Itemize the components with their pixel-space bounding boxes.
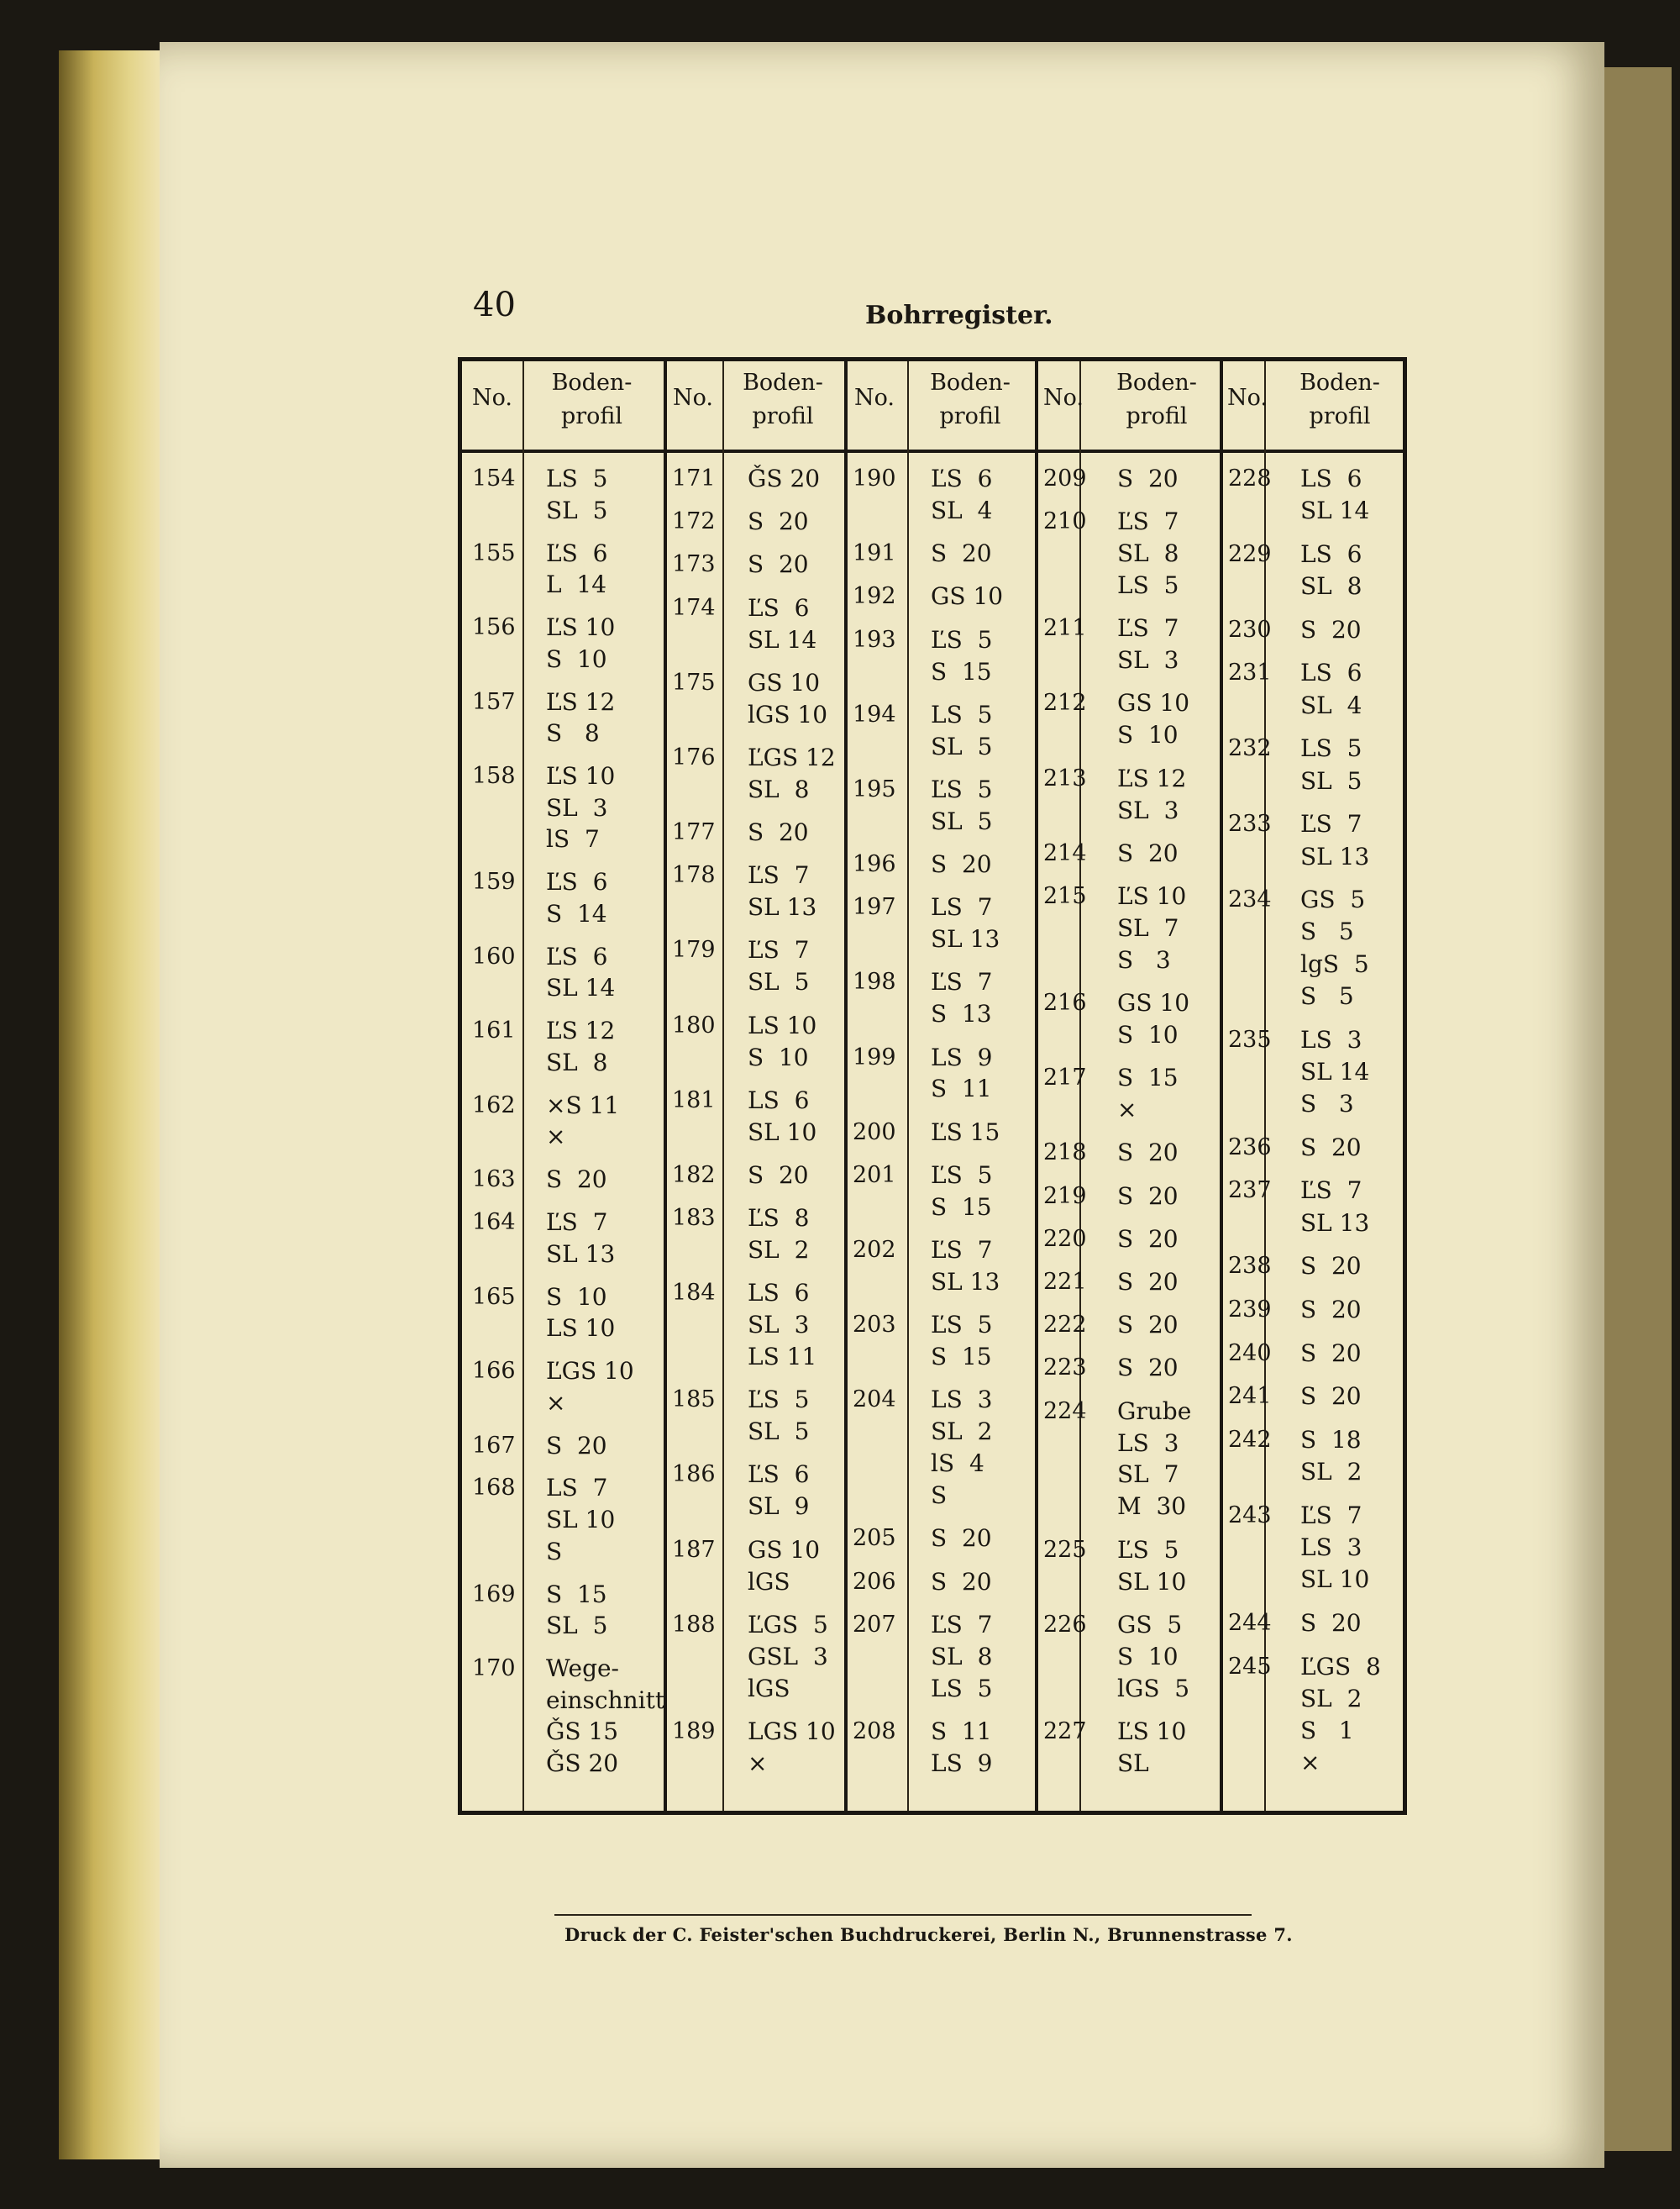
soil-profile-line: SL 5 (931, 807, 993, 835)
soil-profile-line: SL 2 (931, 1417, 993, 1446)
soil-profile-line: S 14 (546, 899, 607, 928)
soil-profile-line: SL 13 (748, 893, 817, 922)
soil-profile-line: ĽS 6 (748, 1460, 810, 1489)
soil-profile-line: S 20 (1300, 1252, 1362, 1281)
entry-number: 229 (1228, 540, 1272, 567)
header-bodenprofil: Boden- (930, 370, 1011, 396)
entry-number: 225 (1043, 1536, 1087, 1563)
soil-profile-line: ĽS 10 (1117, 1717, 1187, 1745)
soil-profile-line: S 20 (931, 850, 992, 879)
soil-profile-line: GS 10 (748, 668, 821, 697)
soil-profile-line: S 3 (1117, 945, 1171, 974)
soil-profile-line: LS 3 (931, 1386, 993, 1414)
soil-profile-line: LS 11 (748, 1343, 817, 1371)
column-divider (1035, 361, 1038, 1811)
soil-profile-line: ĽGS 10 (546, 1357, 634, 1386)
soil-profile-line: LS 3 (1117, 1428, 1179, 1457)
soil-profile-line: GS 10 (1117, 689, 1190, 718)
entry-number: 201 (853, 1161, 896, 1188)
entry-number: 204 (853, 1386, 896, 1413)
entry-number: 226 (1043, 1611, 1087, 1638)
soil-profile-line: S 20 (1300, 1133, 1362, 1161)
entry-number: 169 (472, 1580, 516, 1607)
facing-page-edge (1604, 67, 1672, 2151)
soil-profile-line: lGS 10 (748, 700, 828, 728)
soil-profile-line: × (546, 1123, 566, 1151)
printer-imprint: Druck der C. Feister'schen Buchdruckerei, Berlin N., Brunnenstrasse 7. (564, 1924, 1293, 1945)
entry-number: 187 (672, 1536, 716, 1563)
soil-profile-line: × (1117, 1096, 1137, 1124)
soil-profile-line: ĽS 6 (546, 868, 608, 897)
soil-profile-line: LS 5 (1117, 571, 1179, 600)
header-bodenprofil: profil (939, 403, 1001, 429)
soil-profile-line: lS 4 (931, 1449, 984, 1478)
header-bodenprofil: Boden- (1299, 370, 1380, 396)
soil-profile-line: S 20 (1117, 1311, 1179, 1339)
entry-number: 233 (1228, 811, 1272, 838)
entry-number: 215 (1043, 882, 1087, 909)
entry-number: 236 (1228, 1133, 1272, 1160)
soil-profile-line: SL 3 (1117, 796, 1179, 824)
soil-profile-line: S 3 (1300, 1090, 1354, 1118)
column-divider (844, 361, 848, 1811)
entry-number: 235 (1228, 1026, 1272, 1053)
soil-profile-line: SL 2 (1300, 1458, 1362, 1486)
soil-profile-line: Grube (1117, 1396, 1192, 1425)
entry-number: 186 (672, 1461, 716, 1488)
entry-number: 238 (1228, 1253, 1272, 1280)
soil-profile-line: LS 9 (931, 1043, 993, 1071)
entry-number: 231 (1228, 660, 1272, 686)
soil-profile-line: S 15 (1117, 1064, 1179, 1092)
entry-number: 161 (472, 1018, 516, 1044)
soil-profile-line: SL 5 (931, 732, 993, 760)
soil-profile-line: SL 5 (1300, 766, 1362, 795)
entry-number: 167 (472, 1432, 516, 1459)
entry-number: 234 (1228, 886, 1272, 913)
entry-number: 202 (853, 1237, 896, 1264)
header-bodenprofil: profil (1309, 403, 1371, 429)
soil-profile-line: S 5 (1300, 981, 1354, 1010)
soil-profile-line: LS 5 (931, 1674, 993, 1702)
soil-profile-line: LS 10 (546, 1314, 616, 1343)
soil-profile-line: LS 3 (1300, 1533, 1362, 1562)
entry-number: 228 (1228, 465, 1272, 492)
entry-number: 184 (672, 1280, 716, 1307)
soil-profile-line: LS 6 (748, 1279, 810, 1307)
soil-profile-line: SL 13 (931, 925, 1000, 954)
soil-profile-line: ĽS 7 (1300, 1501, 1362, 1529)
entry-number: 160 (472, 943, 516, 970)
soil-profile-line: S 20 (546, 1165, 607, 1194)
entry-number: 206 (853, 1568, 896, 1595)
soil-profile-line: ĽS 7 (931, 1236, 993, 1265)
soil-profile-line: SL 2 (1300, 1684, 1362, 1712)
entry-number: 172 (672, 508, 716, 535)
soil-profile-line: S 20 (931, 1567, 992, 1596)
entry-number: 178 (672, 862, 716, 889)
header-no: No. (1043, 385, 1084, 411)
soil-profile-line: SL 3 (1117, 646, 1179, 675)
soil-profile-line: LS 9 (931, 1749, 993, 1777)
soil-profile-line: S 11 (931, 1717, 992, 1745)
soil-profile-line: S 15 (931, 1343, 992, 1371)
soil-profile-line: S 20 (1117, 1267, 1179, 1296)
soil-profile-line: SL 8 (1117, 539, 1179, 568)
entry-number: 177 (672, 819, 716, 846)
entry-number: 211 (1043, 615, 1087, 642)
soil-profile-line: LS 6 (748, 1086, 810, 1114)
soil-profile-line: ĽGS 12 (748, 743, 836, 771)
header-no: No. (854, 385, 895, 411)
entry-number: 212 (1043, 690, 1087, 717)
entry-number: 191 (853, 540, 896, 567)
soil-profile-line: SL 14 (1300, 1057, 1370, 1086)
soil-profile-line: S 20 (1117, 1139, 1179, 1167)
soil-profile-line: S 10 (1117, 1020, 1179, 1049)
entry-number: 162 (472, 1091, 516, 1118)
soil-profile-line: S 20 (748, 550, 809, 579)
soil-profile-line: ĽS 12 (1117, 764, 1187, 792)
soil-profile-line: SL 13 (1300, 1208, 1370, 1237)
soil-profile-line: SL 9 (748, 1492, 810, 1521)
soil-profile-line: S 20 (546, 1431, 607, 1460)
header-bodenprofil: profil (560, 403, 623, 429)
page-number: 40 (473, 286, 516, 324)
soil-profile-line: S 10 (546, 644, 607, 673)
soil-profile-line: ĽS 5 (931, 1160, 993, 1189)
header-no: No. (472, 385, 512, 411)
soil-profile-line: SL 10 (1300, 1565, 1370, 1594)
soil-profile-line: SL 8 (1300, 572, 1362, 601)
entry-number: 220 (1043, 1225, 1087, 1252)
column-divider (664, 361, 667, 1811)
soil-profile-line: SL 5 (546, 496, 608, 524)
soil-profile-line: ǦS 20 (546, 1749, 619, 1778)
entry-number: 183 (672, 1205, 716, 1232)
soil-profile-line: lGS 5 (1117, 1674, 1190, 1702)
soil-profile-line: ĽS 7 (1117, 614, 1179, 643)
soil-profile-line: M 30 (1117, 1492, 1187, 1521)
soil-profile-line: SL 14 (1300, 497, 1370, 525)
entry-number: 230 (1228, 616, 1272, 643)
soil-profile-line: S 20 (931, 539, 992, 568)
soil-profile-line: SL 10 (546, 1506, 616, 1534)
soil-profile-line: SL 10 (1117, 1567, 1187, 1596)
entry-number: 190 (853, 465, 896, 492)
soil-profile-line: S 20 (1117, 1224, 1179, 1253)
soil-profile-line: SL 5 (546, 1612, 608, 1640)
soil-profile-line: S 20 (1117, 1181, 1179, 1210)
soil-profile-line: LS 5 (931, 700, 993, 728)
soil-profile-line: ĽS 5 (931, 775, 993, 803)
soil-profile-line: LS 5 (1300, 734, 1362, 763)
soil-profile-line: SL 3 (546, 793, 608, 822)
soil-profile-line: ĽS 7 (1300, 810, 1362, 839)
entry-number: 208 (853, 1717, 896, 1744)
soil-profile-line: S 20 (931, 1524, 992, 1553)
entry-number: 159 (472, 869, 516, 896)
soil-profile-line: S 10 (1117, 1642, 1179, 1670)
soil-profile-line: LS 7 (931, 893, 993, 922)
soil-profile-line: SL 7 (1117, 913, 1179, 942)
soil-profile-line: S 20 (1117, 1354, 1179, 1382)
soil-profile-line: SL 14 (546, 974, 616, 1002)
entry-number: 166 (472, 1358, 516, 1385)
entry-number: 216 (1043, 990, 1087, 1017)
entry-number: 157 (472, 688, 516, 715)
entry-number: 209 (1043, 465, 1087, 492)
soil-profile-line: S 11 (931, 1075, 992, 1103)
soil-profile-line: GS 5 (1117, 1610, 1183, 1638)
soil-profile-line: ĽS 5 (931, 1311, 993, 1339)
entry-number: 185 (672, 1386, 716, 1413)
soil-profile-line: ĽGS 8 (1300, 1652, 1381, 1680)
soil-profile-line: LS 6 (1300, 465, 1362, 492)
soil-profile-line: ĽS 10 (546, 762, 616, 791)
entry-number: 163 (472, 1166, 516, 1193)
entry-number: 200 (853, 1118, 896, 1145)
entry-number: 154 (472, 465, 516, 492)
entry-number: 203 (853, 1312, 896, 1339)
book-page-edge (59, 50, 160, 2159)
soil-profile-line: SL 5 (748, 1417, 810, 1446)
entry-number: 182 (672, 1161, 716, 1188)
soil-profile-line: LS 5 (546, 465, 608, 492)
soil-profile-line: SL 8 (546, 1048, 608, 1076)
soil-profile-line: S 5 (1300, 918, 1354, 946)
entry-number: 245 (1228, 1653, 1272, 1680)
soil-profile-line: SL 2 (748, 1236, 810, 1265)
soil-profile-line: ĽS 6 (546, 539, 608, 567)
soil-profile-line: einschnitt (546, 1686, 665, 1714)
entry-number: 171 (672, 465, 716, 492)
soil-profile-line: S 15 (546, 1580, 607, 1608)
entry-number: 155 (472, 539, 516, 566)
entry-number: 210 (1043, 508, 1087, 535)
soil-profile-line: S 20 (748, 508, 809, 536)
entry-number: 158 (472, 763, 516, 790)
entry-number: 194 (853, 701, 896, 728)
entry-number: 221 (1043, 1268, 1087, 1295)
soil-profile-line: S 15 (931, 1192, 992, 1221)
page-heading: Bohrregister. (865, 301, 1053, 330)
soil-profile-line: ĽS 7 (546, 1208, 608, 1237)
soil-profile-line: SL 4 (1300, 691, 1362, 719)
soil-profile-line: ĽS 7 (748, 861, 810, 890)
soil-profile-line: ĽS 6 (748, 593, 810, 622)
soil-profile-line: ĽS 7 (931, 1610, 993, 1638)
soil-profile-line: ĽGS 5 (748, 1610, 828, 1638)
soil-profile-line: SL 10 (748, 1118, 817, 1146)
soil-profile-line: S 15 (931, 657, 992, 686)
soil-profile-line: S 20 (1300, 615, 1362, 644)
entry-number: 223 (1043, 1354, 1087, 1381)
soil-profile-line: ǦS 20 (748, 465, 821, 492)
soil-profile-line: ĽS 12 (546, 1017, 616, 1045)
soil-profile-line: LS 6 (1300, 659, 1362, 687)
soil-profile-line: S 10 (1117, 721, 1179, 749)
soil-profile-line: ×S 11 (546, 1091, 620, 1119)
entry-number: 198 (853, 969, 896, 996)
soil-profile-line: SL 8 (931, 1642, 993, 1670)
entry-number: 227 (1043, 1717, 1087, 1744)
entry-number: 188 (672, 1611, 716, 1638)
entry-number: 241 (1228, 1383, 1272, 1410)
entry-number: 192 (853, 583, 896, 610)
entry-number: 237 (1228, 1177, 1272, 1204)
soil-profile-line: SL 13 (1300, 842, 1370, 870)
entry-number: 217 (1043, 1065, 1087, 1091)
soil-profile-line: GS 10 (931, 582, 1004, 611)
soil-profile-line: lGS (748, 1674, 790, 1702)
entry-number: 239 (1228, 1296, 1272, 1323)
soil-profile-line: SL 5 (748, 968, 810, 997)
soil-profile-line: S 20 (1300, 1339, 1362, 1367)
soil-profile-line: ǦS 15 (546, 1717, 619, 1746)
entry-number: 173 (672, 551, 716, 578)
header-no: No. (673, 385, 713, 411)
entry-number: 207 (853, 1611, 896, 1638)
soil-profile-line: ĽS 7 (1300, 1176, 1362, 1205)
entry-number: 193 (853, 626, 896, 653)
soil-profile-line: SL 7 (1117, 1460, 1179, 1489)
soil-profile-line: SL 8 (748, 775, 810, 803)
soil-profile-line: SL 3 (748, 1311, 810, 1339)
soil-profile-line: lGS (748, 1567, 790, 1596)
soil-profile-line: S 20 (1300, 1295, 1362, 1323)
entry-number: 240 (1228, 1339, 1272, 1366)
entry-number: 179 (672, 937, 716, 964)
soil-profile-line: LS 3 (1300, 1025, 1362, 1054)
entry-number: 199 (853, 1044, 896, 1070)
entry-number: 244 (1228, 1609, 1272, 1636)
soil-profile-line: ĽS 5 (931, 625, 993, 654)
soil-profile-line: LGS 10 (748, 1717, 836, 1745)
soil-profile-line: × (546, 1388, 566, 1417)
entry-number: 205 (853, 1525, 896, 1552)
entry-number: 156 (472, 614, 516, 641)
entry-number: 242 (1228, 1426, 1272, 1453)
soil-profile-line: S (546, 1537, 563, 1565)
header-rule (462, 450, 1403, 453)
no-column-rule (1264, 361, 1266, 1811)
no-column-rule (722, 361, 724, 1811)
entry-number: 189 (672, 1717, 716, 1744)
soil-profile-line: SL 13 (546, 1239, 616, 1268)
soil-profile-line: S 20 (1117, 465, 1179, 492)
entry-number: 168 (472, 1475, 516, 1502)
soil-profile-line: S 20 (748, 818, 809, 847)
soil-profile-line: ĽS 5 (1117, 1535, 1179, 1564)
soil-profile-line: ĽS 6 (931, 465, 993, 492)
soil-profile-line: S 20 (748, 1160, 809, 1189)
soil-profile-line: ĽS 5 (748, 1386, 810, 1414)
entry-number: 222 (1043, 1312, 1087, 1339)
entry-number: 243 (1228, 1502, 1272, 1528)
soil-profile-line: ĽS 12 (546, 687, 616, 716)
entry-number: 214 (1043, 839, 1087, 866)
header-no: No. (1227, 385, 1268, 411)
soil-profile-line: ĽS 10 (546, 613, 616, 642)
entry-number: 175 (672, 669, 716, 696)
header-bodenprofil: Boden- (743, 370, 823, 396)
entry-number: 176 (672, 744, 716, 771)
soil-profile-line: lgS 5 (1300, 949, 1369, 978)
soil-profile-line: S 10 (748, 1043, 809, 1071)
soil-profile-line: S 13 (931, 1000, 992, 1028)
entry-number: 164 (472, 1209, 516, 1236)
soil-profile-line: × (1300, 1749, 1320, 1777)
soil-profile-line: ĽS 15 (931, 1118, 1000, 1146)
entry-number: 224 (1043, 1397, 1087, 1424)
soil-profile-line: GSL 3 (748, 1642, 828, 1670)
soil-profile-line: S 20 (1300, 1382, 1362, 1411)
header-bodenprofil: Boden- (1116, 370, 1197, 396)
entry-number: 181 (672, 1086, 716, 1113)
soil-profile-line: GS 5 (1300, 886, 1366, 914)
soil-profile-line: ĽS 7 (931, 968, 993, 997)
soil-profile-line: S 8 (546, 719, 600, 748)
no-column-rule (522, 361, 524, 1811)
soil-profile-line: S 20 (1300, 1608, 1362, 1637)
header-bodenprofil: Boden- (551, 370, 633, 396)
soil-profile-line: GS 10 (1117, 989, 1190, 1018)
entry-number: 180 (672, 1012, 716, 1039)
header-bodenprofil: profil (752, 403, 814, 429)
soil-profile-line: SL (1117, 1749, 1149, 1777)
entry-number: 213 (1043, 765, 1087, 792)
soil-profile-line: LS 7 (546, 1474, 608, 1502)
soil-profile-line: ĽS 6 (546, 942, 608, 970)
entry-number: 170 (472, 1655, 516, 1682)
soil-profile-line: ĽS 7 (748, 936, 810, 965)
entry-number: 174 (672, 594, 716, 621)
entry-number: 196 (853, 851, 896, 878)
no-column-rule (907, 361, 909, 1811)
soil-profile-line: S (931, 1481, 948, 1510)
entry-number: 218 (1043, 1139, 1087, 1166)
footer-rule (554, 1914, 1252, 1916)
entry-number: 195 (853, 776, 896, 802)
entry-number: 219 (1043, 1182, 1087, 1209)
soil-profile-line: × (748, 1749, 768, 1777)
entry-number: 197 (853, 894, 896, 921)
soil-profile-line: S 20 (1117, 839, 1179, 867)
soil-profile-line: LS 10 (748, 1011, 817, 1039)
soil-profile-line: SL 4 (931, 496, 993, 524)
entry-number: 165 (472, 1283, 516, 1310)
soil-profile-line: S 1 (1300, 1717, 1354, 1745)
soil-profile-line: GS 10 (748, 1535, 821, 1564)
soil-profile-line: Wege- (546, 1654, 620, 1683)
soil-profile-line: S 18 (1300, 1425, 1362, 1454)
column-divider (1220, 361, 1223, 1811)
soil-profile-line: S 10 (546, 1282, 607, 1311)
soil-profile-line: ĽS 8 (748, 1204, 810, 1233)
entry-number: 232 (1228, 735, 1272, 762)
soil-profile-line: SL 14 (748, 625, 817, 654)
soil-profile-line: SL 13 (931, 1267, 1000, 1296)
soil-profile-line: lS 7 (546, 825, 600, 854)
soil-profile-line: ĽS 7 (1117, 508, 1179, 536)
header-bodenprofil: profil (1126, 403, 1188, 429)
soil-profile-line: LS 6 (1300, 539, 1362, 568)
soil-profile-line: ĽS 10 (1117, 881, 1187, 910)
soil-profile-line: L 14 (546, 571, 607, 599)
